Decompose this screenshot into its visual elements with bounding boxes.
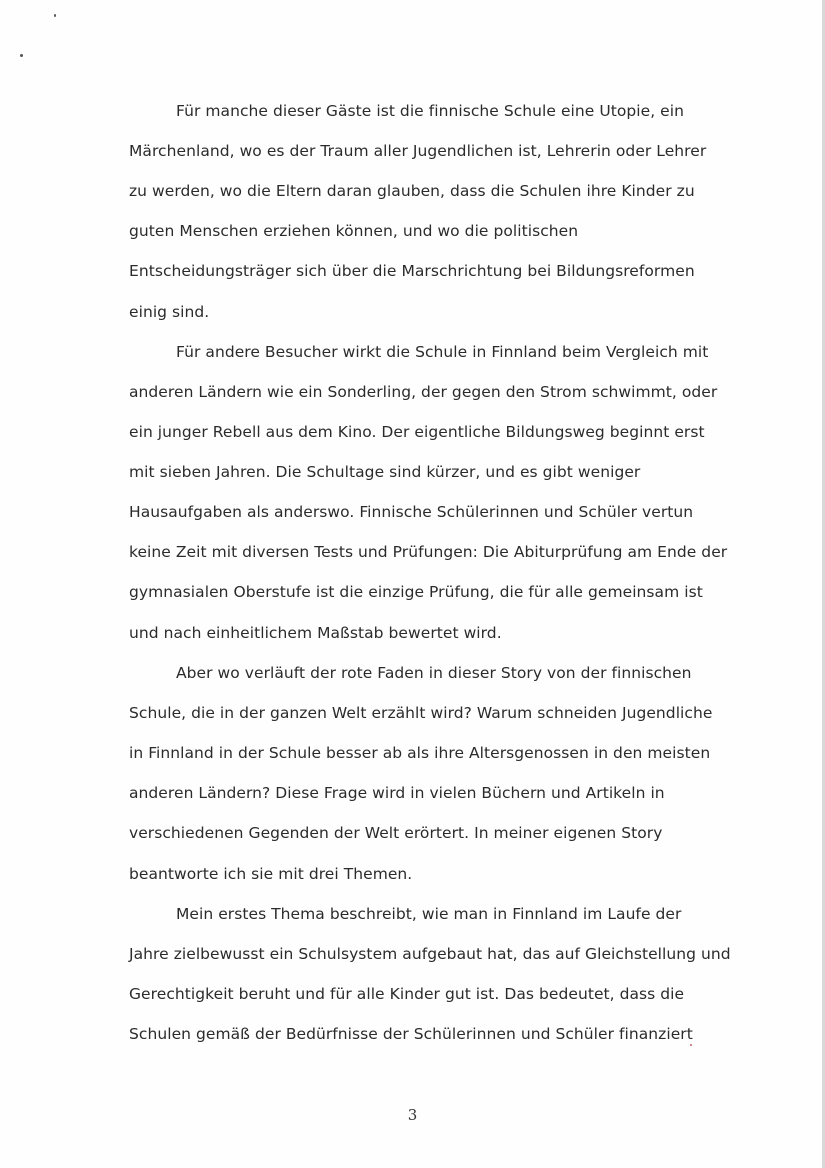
text-line: zu werden, wo die Eltern daran glauben, dass die Schulen ihre Kinder zu (129, 182, 695, 200)
text-line: Aber wo verläuft der rote Faden in dieser Story von der finnischen (176, 664, 692, 682)
text-line: keine Zeit mit diversen Tests und Prüfungen: Die Abiturprüfung am Ende der (129, 543, 728, 561)
text-line: Hausaufgaben als anderswo. Finnische Schülerinnen und Schüler vertun (129, 503, 694, 521)
text-line: Märchenland, wo es der Traum aller Jugendlichen ist, Lehrerin oder Lehrer (129, 142, 707, 160)
text-line: Gerechtigkeit beruht und für alle Kinder gut ist. Das bedeutet, dass die (129, 985, 685, 1003)
text-line: verschiedenen Gegenden der Welt erörtert. In meiner eigenen Story (129, 824, 663, 842)
text-line: anderen Ländern wie ein Sonderling, der gegen den Strom schwimmt, oder (129, 383, 718, 401)
text-line: mit sieben Jahren. Die Schultage sind kürzer, und es gibt weniger (129, 463, 641, 481)
text-line: Mein erstes Thema beschreibt, wie man in Finnland im Laufe der (176, 905, 682, 923)
text-line: Für andere Besucher wirkt die Schule in Finnland beim Vergleich mit (176, 343, 709, 361)
text-line: und nach einheitlichem Maßstab bewertet wird. (129, 624, 502, 642)
text-line: Schulen gemäß der Bedürfnisse der Schülerinnen und Schüler finanziert (129, 1025, 693, 1043)
page-number: 3 (407, 1106, 418, 1124)
text-line: anderen Ländern? Diese Frage wird in vielen Büchern und Artikeln in (129, 784, 665, 802)
scan-speck (690, 1044, 692, 1046)
text-line: Schule, die in der ganzen Welt erzählt wird? Warum schneiden Jugendliche (129, 704, 713, 722)
text-line: gymnasialen Oberstufe ist die einzige Prüfung, die für alle gemeinsam ist (129, 583, 703, 601)
text-line: Jahre zielbewusst ein Schulsystem aufgebaut hat, das auf Gleichstellung und (129, 945, 731, 963)
scan-speck (20, 54, 23, 57)
text-line: Entscheidungsträger sich über die Marschrichtung bei Bildungsreformen (129, 262, 695, 280)
scan-speck (54, 14, 56, 17)
text-line: einig sind. (129, 303, 210, 321)
text-line: in Finnland in der Schule besser ab als ihre Altersgenossen in den meisten (129, 744, 711, 762)
text-line: Für manche dieser Gäste ist die finnische Schule eine Utopie, ein (176, 102, 684, 120)
text-line: beantworte ich sie mit drei Themen. (129, 865, 413, 883)
text-line: guten Menschen erziehen können, und wo die politischen (129, 222, 579, 240)
text-line: ein junger Rebell aus dem Kino. Der eigentliche Bildungsweg beginnt erst (129, 423, 705, 441)
